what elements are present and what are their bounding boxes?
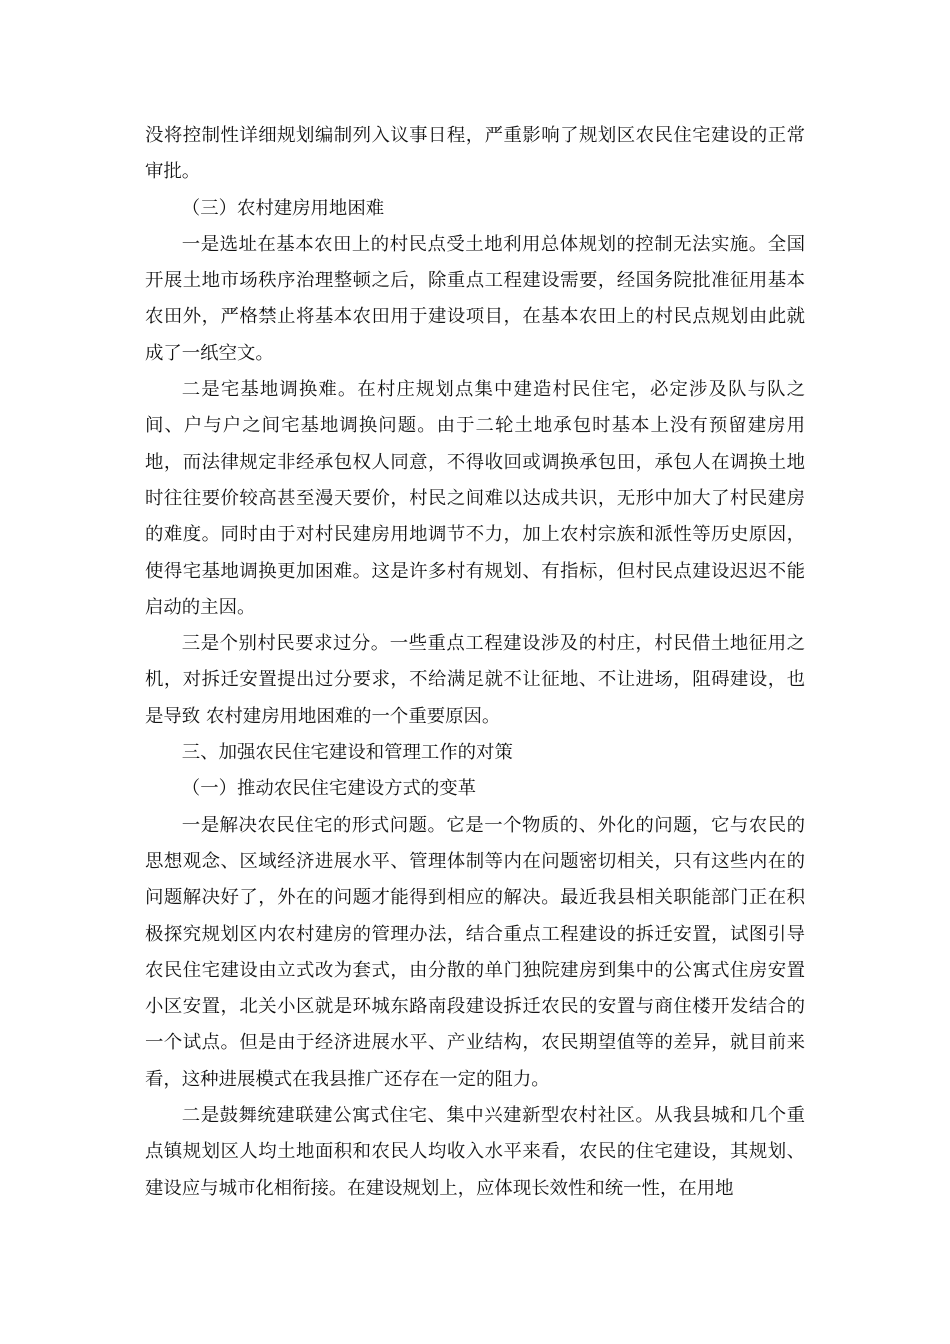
- paragraph: 三是个别村民要求过分。一些重点工程建设涉及的村庄，村民借土地征用之机，对拆迁安置提出过分要求，不给满足就不让征地、不让进场，阻碍建设，也是导致 农村建房用地困难的一个重要原因。: [145, 633, 805, 727]
- paragraph: 一是解决农民住宅的形式问题。它是一个物质的、外化的问题，它与农民的思想观念、区域经济进展水平、管理体制等内在问题密切相关，只有这些内在的问题解决好了，外在的问题才能得到相应的解决。最近我县相关职能部门正在积极探究规划区内农村建房的管理办法，结合重点工程建设的拆迁安置，试图引导农民住宅建设由立式改为套式，由分散的单门独院建房到集中的公寓式住房安置小区安置，北关小区就是环城东路南段建设拆迁农民的安置与商住楼开发结合的一个试点。但是由于经济进展水平、产业结构，农民期望值等的差异，就目前来看，这种进展模式在我县推广还存在一定的阻力。: [145, 814, 805, 1090]
- paragraph: 二是宅基地调换难。在村庄规划点集中建造村民住宅，必定涉及队与队之间、户与户之间宅基地调换问题。由于二轮土地承包时基本上没有预留建房用地，而法律规定非经承包权人同意，不得收回或调换承包田，承包人在调换土地时往往要价较高甚至漫天要价，村民之间难以达成共识，无形中加大了村民建房的难度。同时由于对村民建房用地调节不力，加上农村宗族和派性等历史原因，使得宅基地调换更加困难。这是许多村有规划、有指标，但村民点建设迟迟不能启动的主因。: [145, 379, 805, 618]
- section-heading: （三）农村建房用地困难: [181, 197, 385, 219]
- paragraph: 没将控制性详细规划编制列入议事日程，严重影响了规划区农民住宅建设的正常审批。: [145, 125, 805, 183]
- paragraph: 二是鼓舞统建联建公寓式住宅、集中兴建新型农村社区。从我县城和几个重点镇规划区人均土地面积和农民人均收入水平来看，农民的住宅建设，其规划、建设应与城市化相衔接。在建设规划上，应体现长效性和统一性，在用地: [145, 1105, 805, 1199]
- section-heading: （一）推动农民住宅建设方式的变革: [181, 778, 477, 800]
- paragraph: 一是选址在基本农田上的村民点受土地利用总体规划的控制无法实施。全国开展土地市场秩序治理整顿之后，除重点工程建设需要，经国务院批准征用基本农田外，严格禁止将基本农田用于建设项目，在基本农田上的村民点规划由此就成了一纸空文。: [145, 233, 805, 364]
- document-body: [145, 118, 805, 1207]
- section-heading: 三、加强农民住宅建设和管理工作的对策: [181, 742, 513, 764]
